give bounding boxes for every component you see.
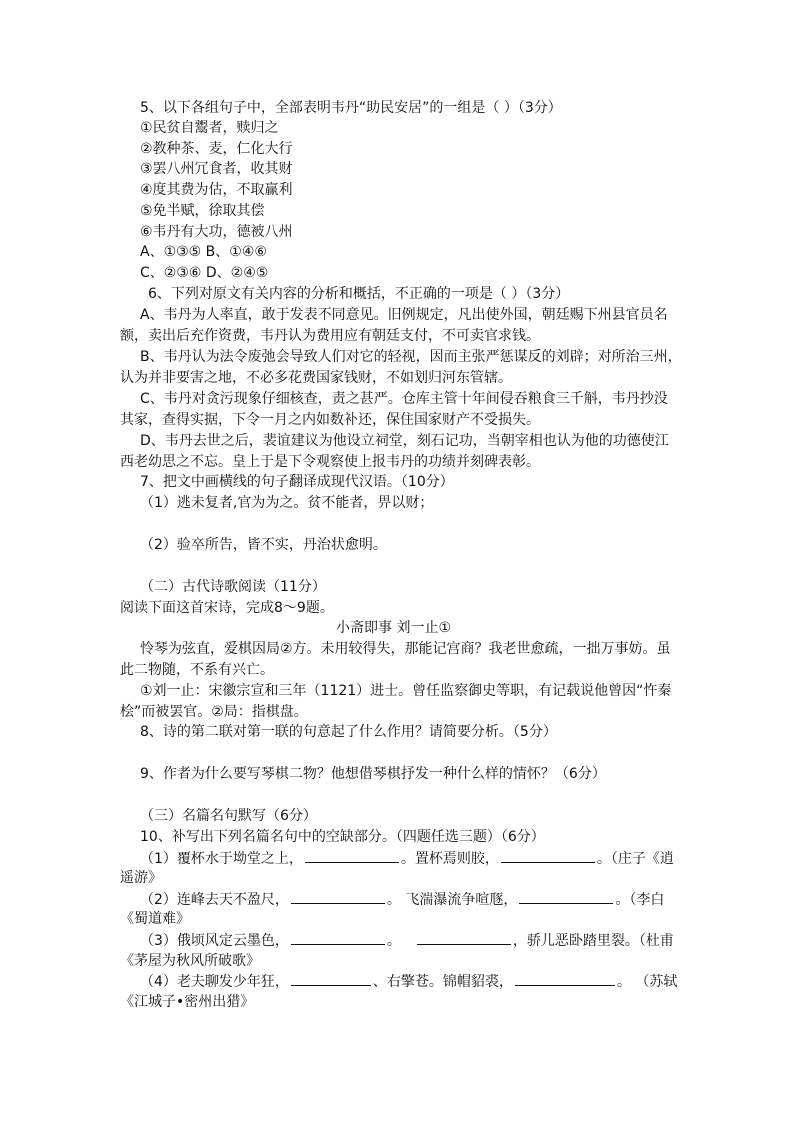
answer-blank[interactable] bbox=[501, 848, 595, 863]
q6-option-d-line2: 西老幼思之不忘。皇上于是下令观察使上报韦丹的功绩并刻碑表彰。 bbox=[120, 454, 540, 470]
section-2-heading: （二）古代诗歌阅读（11分） bbox=[140, 579, 326, 595]
poem-line-2: 此二物随，不系有兴亡。 bbox=[120, 662, 274, 678]
q7-stem: 7、把文中画横线的句子翻译成现代汉语。（10分） bbox=[140, 474, 454, 490]
recite-2-source-tail: 《蜀道难》 bbox=[120, 911, 190, 927]
q5-item-2: ②教种茶、麦，仁化大行 bbox=[140, 141, 293, 157]
q6-option-c-line1: C、韦丹对贪污现象仔细核查，责之甚严。仓库主管十年间侵吞粮食三千斛，韦丹抄没 bbox=[140, 391, 668, 407]
recite-row-3 bbox=[140, 930, 674, 951]
poem-title: 小斋即事 刘一止① bbox=[336, 620, 452, 636]
q6-option-a-line1: A、韦丹为人率直，敢于发表不同意见。旧例规定，凡出使外国，朝廷赐下州县官员名 bbox=[140, 307, 668, 323]
q5-options-cd: C、②③⑥ D、②④⑤ bbox=[140, 265, 269, 281]
q6-stem: 6、下列对原文有关内容的分析和概括，不正确的一项是（ ）（3分） bbox=[148, 286, 570, 302]
recite-2-text-a: （2）连峰去天不盈尺， bbox=[140, 892, 289, 908]
recite-3-text-b: 。 bbox=[386, 933, 401, 949]
q7-sentence-1: （1）逃未复者,官为为之。贫不能者，畀以财； bbox=[140, 495, 434, 511]
q6-option-a-line2: 额，卖出后充作资费，韦丹认为费用应有朝廷支付，不可卖官求钱。 bbox=[120, 328, 540, 344]
recite-4-text-c: 。 （苏轼 bbox=[616, 974, 678, 990]
recite-1-source-tail: 遥游》 bbox=[120, 870, 162, 886]
recite-2-text-c: 。（李白 bbox=[615, 892, 665, 908]
recite-4-text-a: （4）老夫聊发少年狂， bbox=[140, 974, 289, 990]
recite-1-text-c: 。（庄子《逍 bbox=[596, 851, 674, 867]
answer-blank[interactable] bbox=[519, 889, 613, 904]
q5-item-1: ①民贫自鬻者，赎归之 bbox=[140, 120, 279, 136]
q5-item-4: ④度其费为估，不取赢利 bbox=[140, 182, 293, 198]
recite-2-text-b: 。 飞湍瀑流争喧豗， bbox=[386, 892, 518, 908]
q6-option-d-line1: D、韦丹去世之后，裴谊建议为他设立祠堂，刻石记功，当朝宰相也认为他的功德使江 bbox=[140, 433, 669, 449]
answer-blank[interactable] bbox=[291, 930, 385, 945]
poem-note-line-2: 桧”而被罢官。②局：指棋盘。 bbox=[120, 704, 308, 720]
poem-line-1: 怜琴为弦直，爱棋因局②方。未用较得失，那能记宫商？我老世愈疏，一拙万事妨。虽 bbox=[140, 641, 671, 657]
recite-4-source-tail: 《江城子•密州出猎》 bbox=[120, 994, 255, 1010]
recite-3-source-tail: 《茅屋为秋风所破歌》 bbox=[120, 953, 260, 969]
q5-item-5: ⑤免半赋，徐取其偿 bbox=[140, 203, 265, 219]
recite-3-text-c: ，骄儿恶卧踏里裂。（杜甫 bbox=[512, 933, 674, 949]
recite-1-text-a: （1）覆杯水于坳堂之上， bbox=[140, 851, 303, 867]
answer-blank[interactable] bbox=[291, 971, 371, 986]
q5-item-3: ③罢八州冗食者，收其财 bbox=[140, 161, 293, 177]
q5-stem: 5、以下各组句子中，全部表明韦丹“助民安居”的一组是（ ）（3分） bbox=[140, 100, 562, 116]
recite-1-text-b: 。置杯焉则胶， bbox=[400, 851, 499, 867]
answer-blank[interactable] bbox=[305, 848, 399, 863]
q7-sentence-2: （2）验卒所告，皆不实，丹治状愈明。 bbox=[140, 537, 387, 553]
recite-row-2 bbox=[140, 889, 664, 910]
poem-note-line-1: ①刘一止：宋徽宗宣和三年（1121）进士。曾任监察御史等职，有记载说他曾因“忤秦 bbox=[140, 683, 672, 699]
q6-option-b-line2: 认为并非要害之地，不必多花费国家钱财，不如划归河东管辖。 bbox=[120, 370, 512, 386]
q5-item-6: ⑥韦丹有大功，德被八州 bbox=[140, 224, 293, 240]
q5-options-ab: A、①③⑤ B、①④⑥ bbox=[140, 244, 267, 260]
q6-option-c-line2: 其家，查得实据，下令一月之内如数补还，保住国家财产不受损失。 bbox=[120, 412, 540, 428]
q6-option-b-line1: B、韦丹认为法令废弛会导致人们对它的轻视，因而主张严惩谋反的刘辟；对所治三州， bbox=[140, 349, 682, 365]
recite-4-text-b: 、右擎苍。锦帽貂裘， bbox=[372, 974, 513, 990]
answer-blank[interactable] bbox=[417, 930, 511, 945]
recite-row-1 bbox=[140, 848, 674, 869]
q8-stem: 8、诗的第二联对第一联的句意起了什么作用？请简要分析。（5分） bbox=[140, 724, 557, 740]
q10-stem: 10、补写出下列名篇名句中的空缺部分。（四题任选三题）（6分） bbox=[140, 829, 545, 845]
q9-stem: 9、作者为什么要写琴棋二物？他想借琴棋抒发一种什么样的情怀？（6分） bbox=[140, 766, 606, 782]
section-3-heading: （三）名篇名句默写（6分） bbox=[140, 808, 317, 824]
recite-3-text-a: （3）俄顷风定云墨色， bbox=[140, 933, 289, 949]
recite-row-4 bbox=[140, 971, 677, 992]
answer-blank[interactable] bbox=[291, 889, 385, 904]
answer-blank[interactable] bbox=[515, 971, 615, 986]
section-2-intro: 阅读下面这首宋诗，完成8～9题。 bbox=[120, 600, 334, 616]
